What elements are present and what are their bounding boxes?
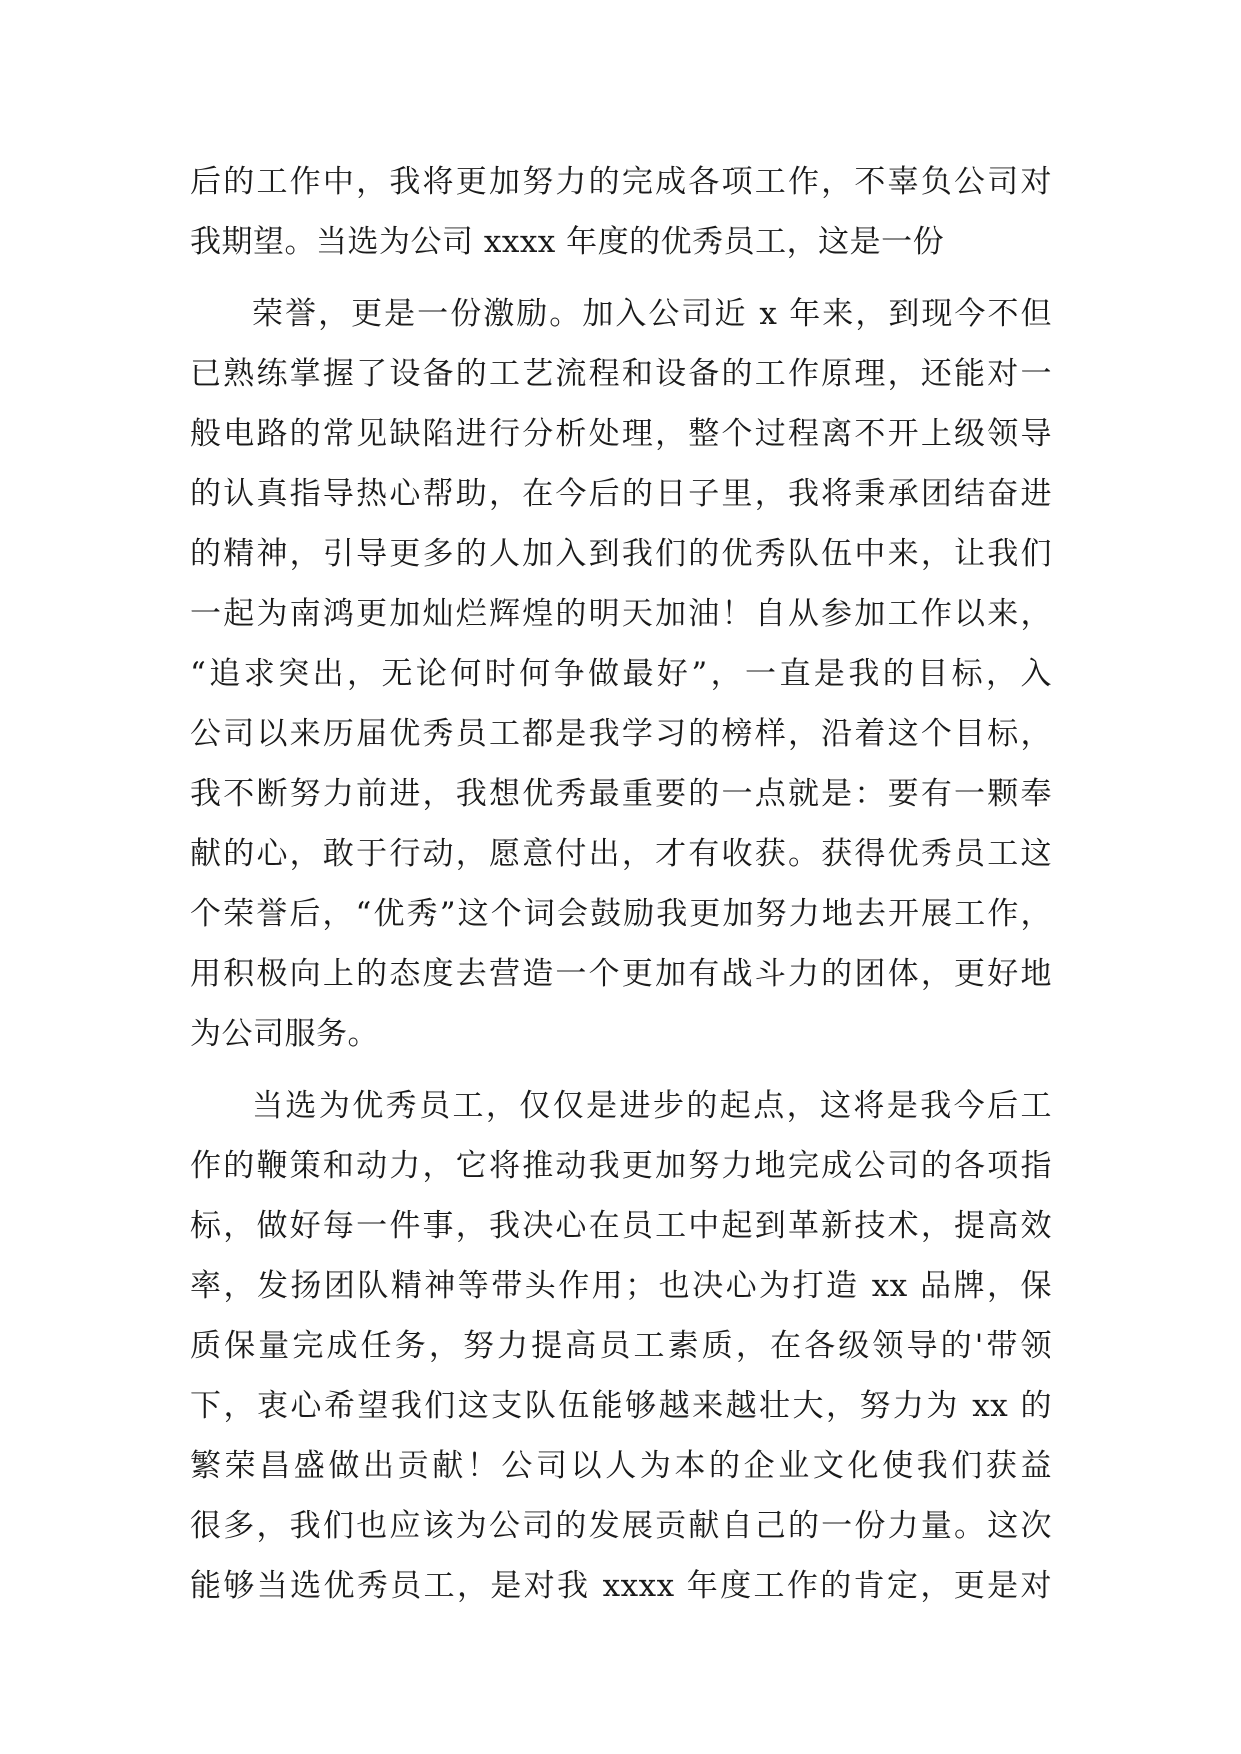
text-line: 已熟练掌握了设备的工艺流程和设备的工作原理，还能对一 — [190, 356, 1052, 392]
text-line: 能够当选优秀员工，是对我 xxxx 年度工作的肯定，更是对 — [190, 1568, 1052, 1604]
text-line: 用积极向上的态度去营造一个更加有战斗力的团体，更好地 — [190, 956, 1052, 992]
text-line: 的认真指导热心帮助，在今后的日子里，我将秉承团结奋进 — [190, 476, 1052, 512]
text-line: 我期望。当选为公司 xxxx 年度的优秀员工，这是一份 — [190, 224, 945, 260]
text-line: 作的鞭策和动力，它将推动我更加努力地完成公司的各项指 — [190, 1148, 1052, 1184]
text-line: 的精神，引导更多的人加入到我们的优秀队伍中来，让我们 — [190, 536, 1052, 572]
text-line: 当选为优秀员工，仅仅是进步的起点，这将是我今后工 — [252, 1088, 1052, 1124]
text-line: 质保量完成任务，努力提高员工素质，在各级领导的'带领 — [190, 1328, 1052, 1364]
text-line: 献的心，敢于行动，愿意付出，才有收获。获得优秀员工这 — [190, 836, 1052, 872]
text-line: 标，做好每一件事，我决心在员工中起到革新技术，提高效 — [190, 1208, 1052, 1244]
text-line: 后的工作中，我将更加努力的完成各项工作，不辜负公司对 — [190, 164, 1052, 200]
text-line: 为公司服务。 — [190, 1016, 379, 1052]
text-line: 下，衷心希望我们这支队伍能够越来越壮大，努力为 xx 的 — [190, 1388, 1052, 1424]
text-line: 公司以来历届优秀员工都是我学习的榜样，沿着这个目标， — [190, 716, 1052, 752]
text-line: 很多，我们也应该为公司的发展贡献自己的一份力量。这次 — [190, 1508, 1052, 1544]
paragraph-break — [190, 1064, 1052, 1076]
text-line: 繁荣昌盛做出贡献！公司以人为本的企业文化使我们获益 — [190, 1448, 1052, 1484]
text-line: 率，发扬团队精神等带头作用；也决心为打造 xx 品牌，保 — [190, 1268, 1052, 1304]
text-line: 般电路的常见缺陷进行分析处理，整个过程离不开上级领导 — [190, 416, 1052, 452]
text-line: 一起为南鸿更加灿烂辉煌的明天加油！自从参加工作以来， — [190, 596, 1052, 632]
text-line: 我不断努力前进，我想优秀最重要的一点就是：要有一颗奉 — [190, 776, 1052, 812]
paragraph-break — [190, 272, 1052, 284]
document-body — [190, 152, 1052, 1616]
text-line: 荣誉，更是一份激励。加入公司近 x 年来，到现今不但 — [252, 296, 1052, 332]
text-line: 个荣誉后，“优秀”这个词会鼓励我更加努力地去开展工作， — [190, 896, 1052, 932]
text-line: “追求突出，无论何时何争做最好”，一直是我的目标，入 — [190, 656, 1052, 692]
